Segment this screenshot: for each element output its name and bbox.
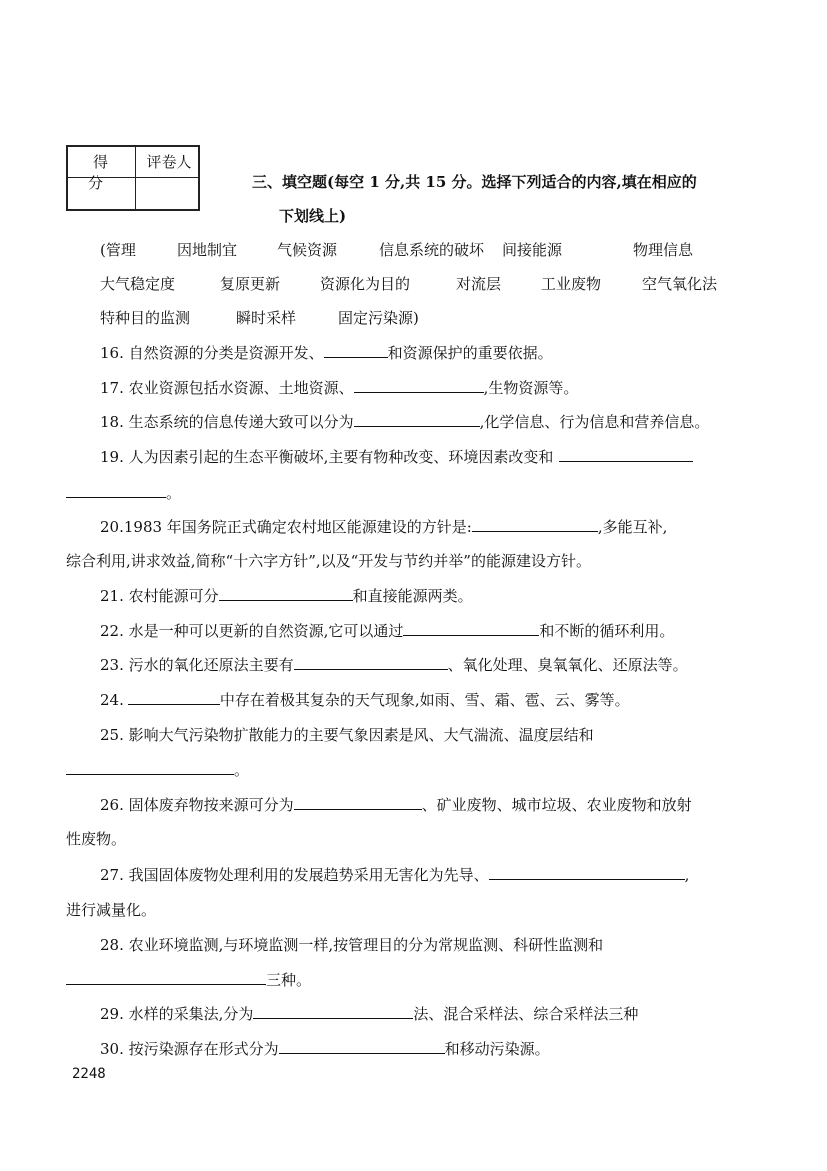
option-item: (管理: [100, 241, 136, 259]
question-text: 、氧化处理、臭氧氧化、还原法等。: [447, 656, 688, 674]
question-26: [100, 794, 692, 815]
answer-blank[interactable]: [403, 621, 539, 636]
option-item: 间接能源: [502, 241, 563, 259]
question-text: ,化学信息、行为信息和营养信息。: [479, 413, 710, 431]
question-25: 25. 影响大气污染物扩散能力的主要气象因素是风、大气湍流、温度层结和: [100, 726, 594, 744]
question-text: 18. 生态系统的信息传递大致可以分为: [100, 413, 354, 431]
question-28: 28. 农业环境监测,与环境监测一样,按管理目的分为常规监测、科研性监测和: [100, 936, 604, 954]
question-text: 16. 自然资源的分类是资源开发、: [100, 344, 324, 362]
answer-blank[interactable]: [128, 690, 220, 705]
question-26-cont: 性废物。: [66, 830, 127, 848]
question-20: [100, 516, 667, 537]
answer-blank[interactable]: [66, 483, 166, 498]
answer-blank[interactable]: [559, 447, 693, 462]
question-text: 22. 水是一种可以更新的自然资源,它可以通过: [100, 622, 404, 640]
question-text: ,生物资源等。: [483, 379, 579, 397]
answer-blank[interactable]: [66, 760, 234, 775]
question-23: [100, 654, 688, 675]
question-text: ,多能互补,: [597, 518, 668, 536]
option-item: 大气稳定度: [100, 275, 176, 293]
option-item: 工业废物: [541, 275, 602, 293]
question-text: 法、混合采样法、综合采样法三种: [413, 1005, 639, 1023]
page-number: 2248: [72, 1066, 106, 1082]
answer-blank[interactable]: [279, 1039, 445, 1054]
question-text: 。: [234, 761, 250, 779]
answer-blank[interactable]: [66, 970, 266, 985]
question-text: 27. 我国固体废物处理利用的发展趋势采用无害化为先导、: [100, 866, 489, 884]
question-20-cont: 综合利用,讲求效益,简称“十六字方针”,以及“开发与节约并举”的能源建设方针。: [66, 552, 591, 570]
question-text: 。: [166, 484, 182, 502]
answer-blank[interactable]: [219, 586, 353, 601]
question-text: 和资源保护的重要依据。: [387, 344, 553, 362]
question-text: 29. 水样的采集法,分为: [100, 1005, 254, 1023]
question-27-cont: 进行减量化。: [66, 901, 157, 919]
question-text: 、矿业废物、城市垃圾、农业废物和放射: [421, 796, 692, 814]
option-item: 信息系统的破坏: [379, 241, 485, 259]
answer-blank[interactable]: [294, 655, 448, 670]
question-text: 中存在着极其复杂的天气现象,如雨、雪、霜、雹、云、雾等。: [219, 691, 630, 709]
answer-blank[interactable]: [354, 412, 480, 427]
question-text: 26. 固体废弃物按来源可分为: [100, 796, 294, 814]
question-25-cont: [66, 759, 249, 780]
section-title-cont: 下划线上): [279, 207, 347, 225]
option-item: 气候资源: [277, 241, 338, 259]
option-item: 对流层: [456, 275, 502, 293]
question-16: [100, 342, 553, 363]
question-text: ,: [684, 866, 690, 884]
answer-blank[interactable]: [472, 517, 598, 532]
question-text: 17. 农业资源包括水资源、土地资源、: [100, 379, 354, 397]
section-title: 三、填空题(每空 1 分,共 15 分。选择下列适合的内容,填在相应的: [252, 173, 697, 191]
question-text: 24.: [100, 691, 124, 709]
option-item: 瞬时采样: [236, 309, 297, 327]
answer-blank[interactable]: [253, 1004, 413, 1019]
answer-blank[interactable]: [294, 795, 422, 810]
question-19-cont: [66, 482, 181, 503]
question-21: [100, 585, 473, 606]
option-item: 特种目的监测: [100, 309, 191, 327]
question-text: 20.1983 年国务院正式确定农村地区能源建设的方针是:: [100, 518, 472, 536]
question-text: 21. 农村能源可分: [100, 587, 219, 605]
question-28-cont: [66, 969, 311, 990]
question-text: 和直接能源两类。: [352, 587, 473, 605]
question-30: [100, 1038, 550, 1059]
option-item: 资源化为目的: [320, 275, 411, 293]
question-22: [100, 620, 674, 641]
question-text: 三种。: [266, 971, 312, 989]
option-item: 固定污染源): [338, 309, 419, 327]
grader-header: 评卷人: [146, 153, 192, 171]
option-item: 空气氧化法: [642, 275, 718, 293]
option-item: 物理信息: [633, 241, 694, 259]
question-text: 30. 按污染源存在形式分为: [100, 1040, 279, 1058]
score-header: 得 分: [87, 153, 120, 192]
answer-blank[interactable]: [324, 343, 388, 358]
score-table: [66, 145, 200, 211]
option-item: 因地制宜: [177, 241, 238, 259]
question-text: 和移动污染源。: [444, 1040, 550, 1058]
question-text: 19. 人为因素引起的生态平衡破坏,主要有物种改变、环境因素改变和: [100, 448, 554, 466]
option-item: 复原更新: [220, 275, 281, 293]
question-19: [100, 446, 693, 467]
question-24: [100, 689, 630, 710]
question-27: [100, 864, 689, 885]
question-18: [100, 411, 709, 432]
question-text: 23. 污水的氧化还原法主要有: [100, 656, 294, 674]
question-text: 和不断的循环利用。: [539, 622, 675, 640]
question-17: [100, 377, 578, 398]
question-29: [100, 1003, 638, 1024]
answer-blank[interactable]: [489, 865, 685, 880]
answer-blank[interactable]: [354, 378, 484, 393]
